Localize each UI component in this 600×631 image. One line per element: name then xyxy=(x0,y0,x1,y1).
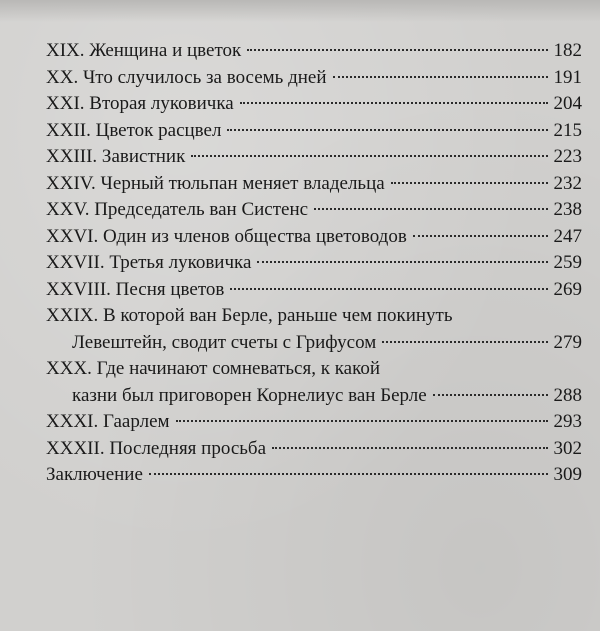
toc-entry-title-line2: Левештейн, сводит счеты с Грифусом xyxy=(72,331,377,353)
toc-entry-title-line1: XXIX. В которой ван Берле, раньше чем покинуть xyxy=(46,305,453,326)
toc-entry-title: XXIV. Черный тюльпан меняет владельца xyxy=(46,172,385,194)
toc-page-number: 204 xyxy=(553,93,582,114)
toc-page-number: 279 xyxy=(553,331,582,353)
toc-entry xyxy=(46,383,582,410)
toc-page-number: 259 xyxy=(553,252,582,273)
toc-entry-title: XXVII. Третья луковичка xyxy=(46,252,252,273)
toc-entry xyxy=(46,277,582,304)
toc-leader-dots xyxy=(191,155,547,157)
toc-leader-dots xyxy=(149,473,548,475)
toc-entry-title: XXXI. Гаарлем xyxy=(46,411,170,432)
toc-page-number: 215 xyxy=(553,119,582,141)
toc-entry-title: XIX. Женщина и цветок xyxy=(46,40,242,61)
toc-entry-title: XX. Что случилось за восемь дней xyxy=(46,66,327,88)
toc-page-number: 191 xyxy=(553,66,582,88)
toc-leader-dots xyxy=(433,394,548,396)
toc-leader-dots xyxy=(230,288,547,290)
toc-entry xyxy=(46,65,582,92)
toc-page-number: 288 xyxy=(553,384,582,406)
toc-entry-title: Заключение xyxy=(46,464,143,485)
toc-leader-dots xyxy=(227,129,547,131)
toc-page-number: 232 xyxy=(553,172,582,194)
toc-page-number: 293 xyxy=(553,411,582,432)
toc-entry xyxy=(46,144,582,171)
toc-entry xyxy=(46,436,582,463)
toc-entry-title: XXXII. Последняя просьба xyxy=(46,437,267,459)
toc-entry xyxy=(46,118,582,145)
toc-leader-dots xyxy=(176,420,548,422)
toc-entry xyxy=(46,91,582,118)
toc-leader-dots xyxy=(413,235,548,237)
toc-page-number: 182 xyxy=(553,40,582,61)
toc-leader-dots xyxy=(314,208,547,210)
toc-entry-title: XXIII. Завистник xyxy=(46,146,186,167)
toc-entry xyxy=(46,409,582,436)
toc-leader-dots xyxy=(240,102,548,104)
toc-entry-title-line1: XXX. Где начинают сомневаться, к какой xyxy=(46,358,381,379)
toc-entry xyxy=(46,250,582,277)
toc-entry-title: XXVIII. Песня цветов xyxy=(46,278,225,300)
toc-leader-dots xyxy=(272,447,547,449)
toc-leader-dots xyxy=(391,182,548,184)
toc-entry-title: XXV. Председатель ван Систенс xyxy=(46,199,309,220)
toc-leader-dots xyxy=(333,76,548,78)
toc-entry xyxy=(46,224,582,251)
toc-page-number: 223 xyxy=(553,146,582,167)
toc-leader-dots xyxy=(247,49,547,51)
toc-page-number: 247 xyxy=(553,225,582,247)
toc-entry xyxy=(46,197,582,224)
toc-entry xyxy=(46,171,582,198)
toc-entry xyxy=(46,462,582,489)
toc-page-number: 309 xyxy=(553,464,582,485)
page-top-shadow xyxy=(0,0,600,22)
toc-entry-title: XXVI. Один из членов общества цветоводов xyxy=(46,225,407,247)
table-of-contents xyxy=(46,38,582,489)
toc-page-number: 269 xyxy=(553,278,582,300)
toc-page-number: 238 xyxy=(553,199,582,220)
toc-entry xyxy=(46,38,582,65)
toc-page-number: 302 xyxy=(553,437,582,459)
toc-entry-title-line2: казни был приговорен Корнелиус ван Берле xyxy=(72,384,427,406)
toc-leader-dots xyxy=(257,261,547,263)
toc-entry-title: XXII. Цветок расцвел xyxy=(46,119,222,141)
toc-entry xyxy=(46,330,582,357)
toc-entry-title: XXI. Вторая луковичка xyxy=(46,93,234,114)
toc-leader-dots xyxy=(382,341,547,343)
